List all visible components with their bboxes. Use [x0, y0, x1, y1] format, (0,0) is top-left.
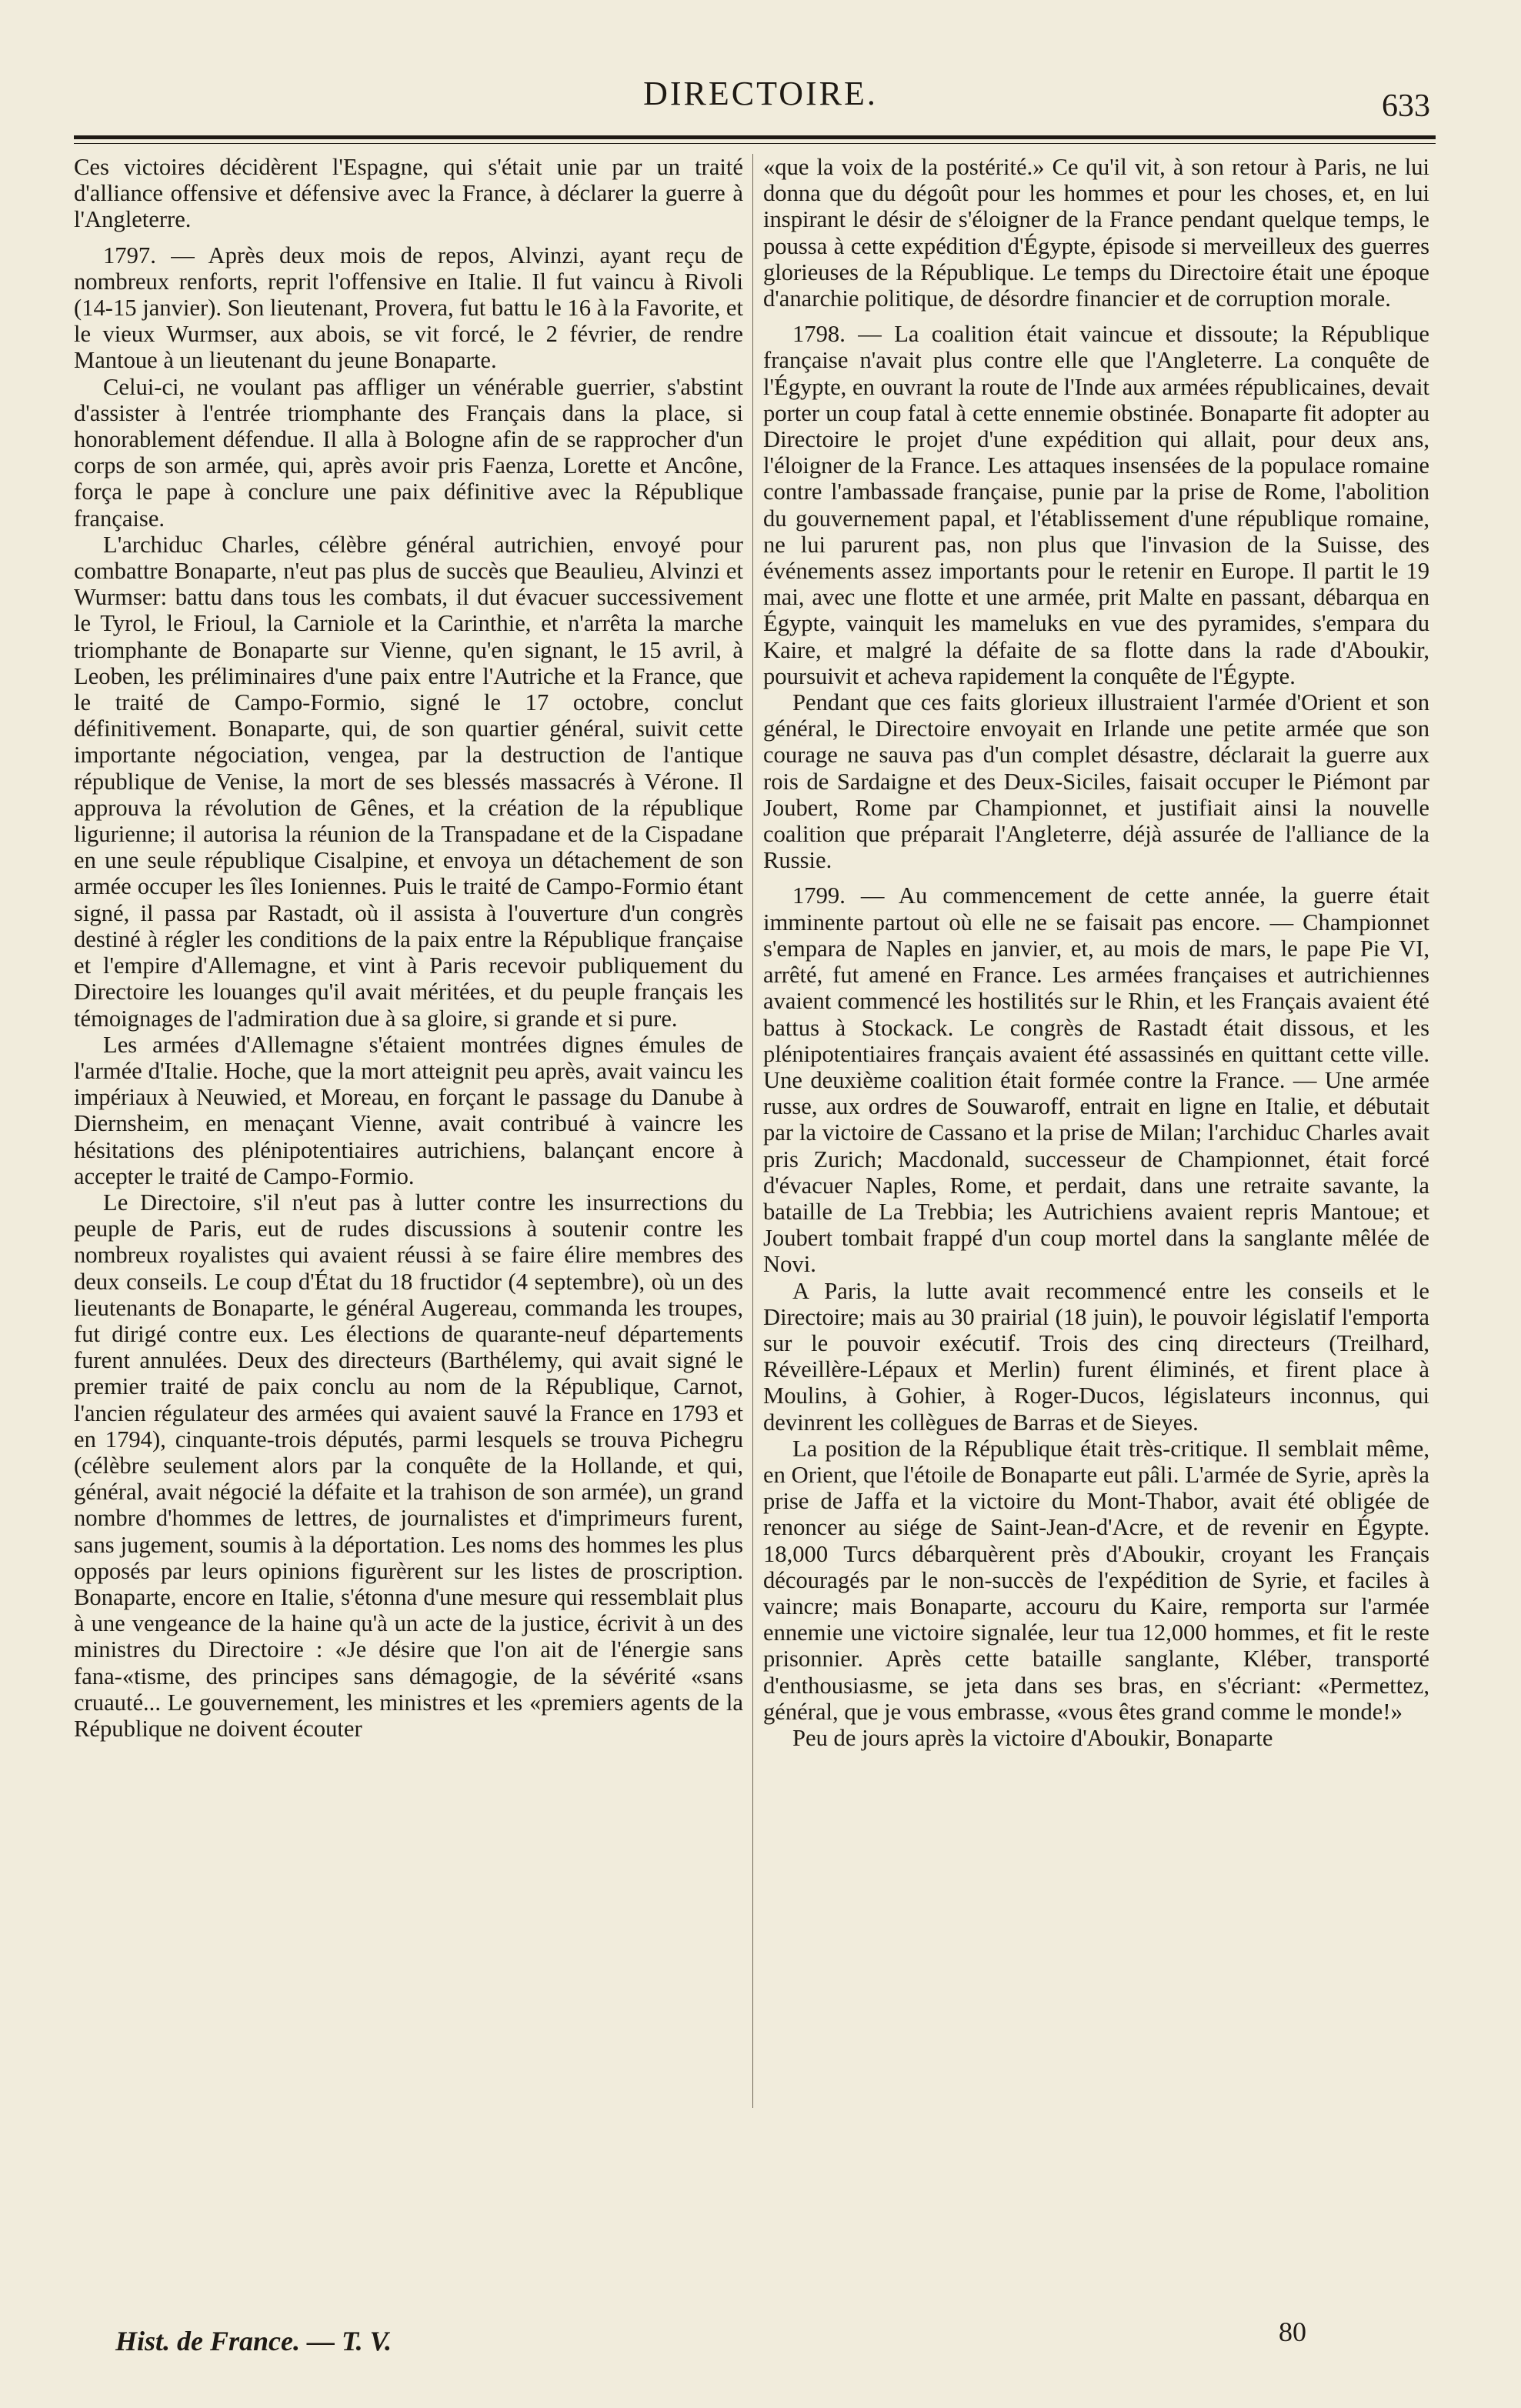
footer-source: Hist. de France. — T. V. — [115, 2326, 392, 2356]
paragraph-1799-war: 1799. — Au commencement de cette année, la guerre était imminente partout où elle ne se faisait pas encore. — Championnet s'empara de Naples en janvier, et, au mois de mars, le pape Pie VI, arrêté, fut amené en France. Les armées françaises et autrichiennes avaient commencé les hostilités sur le Rhin, et les Français avaient été battus à Stockack. Le congrès de Rastadt était dissous, et les plénipotentiaires français avaient été assassinés en quittant cette ville. Une deuxième coalition était formée contre la France. — Une armée russe, aux ordres de Souwaroff, entrait en ligne en Italie, et débutait par la victoire de Cassano et la prise de Milan; l'archiduc Charles avait pris Zurich; Macdonald, successeur de Championnet, était forcé d'évacuer Naples, Rome, et perdait, dans une retraite savante, la bataille de La Trebbia; les Autrichiens avaient repris Mantoue; et Joubert tombait frappé d'un coup mortel dans la sanglante mêlée de Novi. — [763, 882, 1429, 1278]
running-head-title: DIRECTOIRE. — [643, 75, 878, 112]
paragraph-1798-coalition: 1798. — La coalition était vaincue et dissoute; la République française n'avait plus contre elle que l'Angleterre. La conquête de l'Égypte, en ouvrant la route de l'Inde aux armées républicaines, devait porter un coup fatal à cette ennemie obstinée. Bonaparte fit adopter au Directoire le projet d'une expédition qui allait, pour deux ans, l'éloigner de la France. Les attaques insensées de la populace romaine contre l'ambassade française, punie par la prise de Rome, l'abolition du gouvernement papal, et l'établissement d'une république romaine, ne lui parurent pas, non plus que l'invasion de la Suisse, des événements assez importants pour le retenir en Europe. Il partit le 19 mai, avec une flotte et une armée, prit Malte en passant, débarqua en Égypte, vainquit les mameluks en vue des pyramides, s'empara du Kaire, et malgré la défaite de sa flotte dans la rade d'Aboukir, poursuivit et acheva rapidement la conquête de l'Égypte. — [763, 321, 1429, 689]
left-column — [74, 154, 743, 1742]
paragraph-spain-alliance: Ces victoires décidèrent l'Espagne, qui s'était unie par un traité d'alliance offensive et défensive avec la France, à déclarer la guerre à l'Angleterre. — [74, 154, 743, 233]
header-rule-thin — [74, 143, 1436, 144]
paragraph-armies-germany: Les armées d'Allemagne s'étaient montrées dignes émules de l'armée d'Italie. Hoche, que la mort atteignit peu après, avait vaincu les impériaux à Neuwied, et Moreau, en forçant le passage du Danube à Diernsheim, en menaçant Vienne, avait contribué à vaincre les hésitations des plénipotentiaires autrichiens, balançant encore à accepter le traité de Campo-Formio. — [74, 1031, 743, 1189]
paragraph-fructidor: Le Directoire, s'il n'eut pas à lutter contre les insurrections du peuple de Paris, eut de rudes discussions à soutenir contre les nombreux royalistes qui avaient réussi à se faire élire membres des deux conseils. Le coup d'État du 18 fructidor (4 septembre), où un des lieutenants de Bonaparte, le général Augereau, commanda les troupes, fut dirigé contre eux. Les élections de quarante-neuf départements furent annulées. Deux des directeurs (Barthélemy, qui avait signé le premier traité de paix conclu au nom de la République, Carnot, l'ancien régulateur des armées qui avaient sauvé la France en 1793 et en 1794), cinquante-trois députés, parmi lesquels se trouva Pichegru (célèbre seulement alors par la conquête de la Hollande, et qui, général, avait négocié la défaite et la trahison de son armée), un grand nombre d'hommes de lettres, de journalistes et d'imprimeurs furent, sans jugement, soumis à la déportation. Les noms des hommes les plus opposés par leurs opinions figurèrent sur les listes de proscription. Bonaparte, encore en Italie, s'étonna d'une mesure qui ressemblait plus à une vengeance de la haine qu'à un acte de la justice, écrivit à un des ministres du Directoire : «Je désire que l'on ait de l'énergie sans fana-«tisme, des principes sans démagogie, de la sévérité «sans cruauté... Le gouvernement, les ministres et les «premiers agents de la République ne doivent écouter — [74, 1189, 743, 1742]
paragraph-1797-rivoli: 1797. — Après deux mois de repos, Alvinzi, ayant reçu de nombreux renforts, reprit l'offensive en Italie. Il fut vaincu à Rivoli (14-15 janvier). Son lieutenant, Provera, fut battu le 16 à la Favorite, et le vieux Wurmser, aux abois, se vit forcé, le 2 février, de rendre Mantoue à un lieutenant du jeune Bonaparte. — [74, 242, 743, 374]
header-rule-thick — [74, 135, 1436, 139]
paragraph-archduke-charles: L'archiduc Charles, célèbre général autrichien, envoyé pour combattre Bonaparte, n'eut pas plus de succès que Beaulieu, Alvinzi et Wurmser: battu dans tous les combats, il dut évacuer successivement le Tyrol, le Frioul, la Carniole et la Carinthie, et n'arrêta la marche triomphante de Bonaparte sur Vienne, qu'en signant, le 15 avril, à Leoben, les préliminaires d'une paix entre l'Autriche et la France, que le traité de Campo-Formio, signé le 17 octobre, conclut définitivement. Bonaparte, qui, de son quartier général, suivit cette importante négociation, vengea, par la destruction de l'antique république de Venise, la mort de ses blessés massacrés à Vérone. Il approuva la révolution de Gênes, et la création de la république ligurienne; il autorisa la réunion de la Transpadane et de la Cispadane en une seule république Cisalpine, et envoya un détachement de son armée occuper les îles Ioniennes. Puis le traité de Campo-Formio étant signé, il passa par Rastadt, où il assista à l'ouverture d'un congrès destiné à régler les conditions de la paix entre la République française et l'empire d'Allemagne, et vint à Paris recevoir publiquement du Directoire les louanges qu'il avait méritées, et du peuple français les témoignages de l'admiration due à sa gloire, si grande et si pure. — [74, 531, 743, 1032]
paragraph-aboukir: La position de la République était très-critique. Il semblait même, en Orient, que l'étoile de Bonaparte eut pâli. L'armée de Syrie, après la prise de Jaffa et la victoire du Mont-Thabor, avait été obligée de renoncer au siége de Saint-Jean-d'Acre, et de revenir en Égypte. 18,000 Turcs débarquèrent près d'Aboukir, croyant les Français découragés par le non-succès de l'expédition de Syrie, et faciles à vaincre; mais Bonaparte, accouru du Kaire, remporta sur l'armée ennemie une victoire signalée, leur tua 12,000 hommes, et fit le reste prisonnier. Après cette bataille sanglante, Kléber, transporté d'enthousiasme, se jeta dans ses bras, en s'écriant: «Permettez, général, que je vous embrasse, «vous êtes grand comme le monde!» — [763, 1435, 1429, 1725]
right-column — [763, 154, 1429, 1751]
page-number: 633 — [1382, 88, 1430, 124]
paragraph-egypt-expedition: «que la voix de la postérité.» Ce qu'il vit, à son retour à Paris, ne lui donna que du dégoût pour les hommes et pour les choses, et, en lui inspirant le désir de s'éloigner de la France pendant quelque temps, le poussa à cette expédition d'Égypte, épisode si merveilleux des guerres glorieuses de la République. Le temps du Directoire était une époque d'anarchie politique, de désordre financier et de corruption morale. — [763, 154, 1429, 312]
paragraph-after-aboukir: Peu de jours après la victoire d'Aboukir, Bonaparte — [792, 1724, 1273, 1751]
footer-signature-mark: 80 — [1279, 2316, 1306, 2347]
paragraph-bologne: Celui-ci, ne voulant pas affliger un vénérable guerrier, s'abstint d'assister à l'entrée triomphante des Français dans la place, si honorablement défendue. Il alla à Bologne afin de se rapprocher d'un corps de son armée, qui, après avoir pris Faenza, Lorette et Ancône, força le pape à conclure une paix définitive avec la République française. — [74, 373, 743, 532]
paragraph-prairial: A Paris, la lutte avait recommencé entre les conseils et le Directoire; mais au 30 prairial (18 juin), le pouvoir législatif l'emporta sur le pouvoir exécutif. Trois des cinq directeurs (Treilhard, Réveillère-Lépaux et Merlin) furent éliminés, et firent place à Moulins, à Gohier, à Roger-Ducos, législateurs inconnus, qui devinrent les collègues de Barras et de Sieyes. — [763, 1277, 1429, 1436]
paragraph-ireland: Pendant que ces faits glorieux illustraient l'armée d'Orient et son général, le Directoire envoyait en Irlande une petite armée que son courage ne sauva pas d'un complet désastre, déclarait la guerre aux rois de Sardaigne et des Deux-Siciles, faisait occuper le Piémont par Joubert, Rome par Championnet, et justifiait ainsi la nouvelle coalition que préparait l'Angleterre, déjà assurée de l'alliance de la Russie. — [763, 689, 1429, 874]
column-divider — [752, 154, 753, 2108]
